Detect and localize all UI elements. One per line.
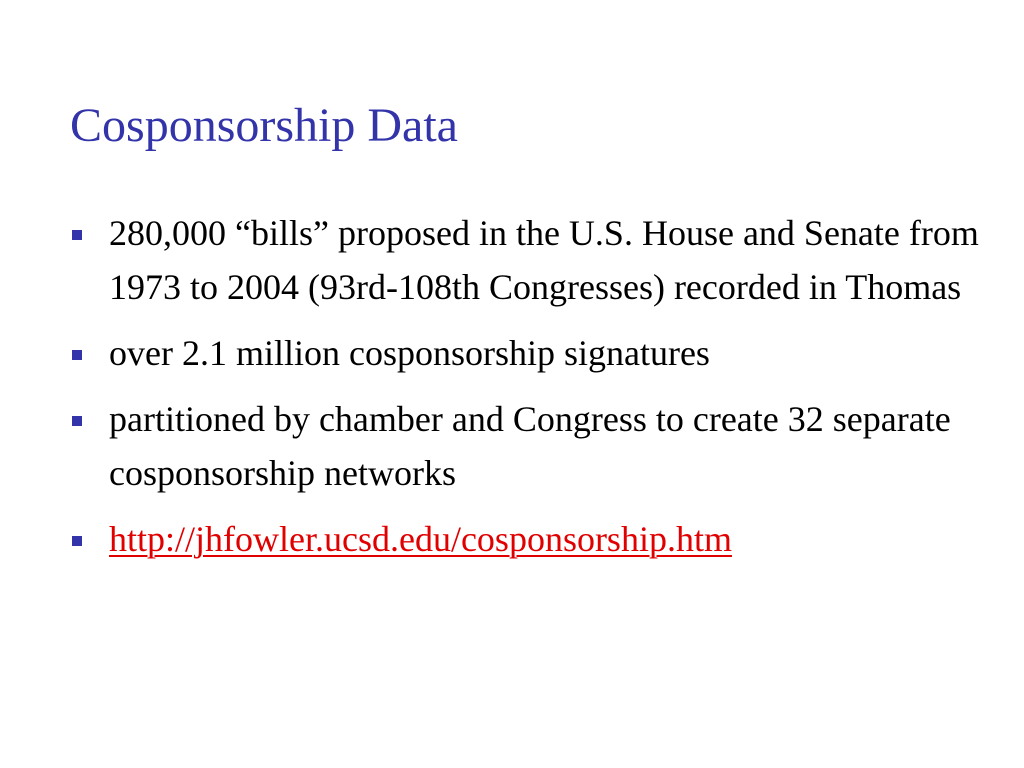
bullet-text: partitioned by chamber and Congress to create 32 separate cosponsorship networks [109, 399, 951, 493]
bullet-item-networks [70, 392, 990, 500]
square-bullet-icon [72, 350, 82, 360]
bullet-list [70, 206, 990, 578]
square-bullet-icon [72, 536, 82, 546]
bullet-text: over 2.1 million cosponsorship signatures [109, 333, 710, 373]
bullet-item-link [70, 512, 990, 566]
square-bullet-icon [72, 230, 82, 240]
cosponsorship-data-link[interactable]: http://jhfowler.ucsd.edu/cosponsorship.htm [109, 519, 732, 559]
square-bullet-icon [72, 416, 82, 426]
bullet-text: 280,000 “bills” proposed in the U.S. House and Senate from 1973 to 2004 (93rd-108th Congresses) recorded in Thomas [109, 213, 979, 307]
bullet-item-bills [70, 206, 990, 314]
slide-title: Cosponsorship Data [70, 99, 458, 152]
bullet-item-signatures [70, 326, 990, 380]
